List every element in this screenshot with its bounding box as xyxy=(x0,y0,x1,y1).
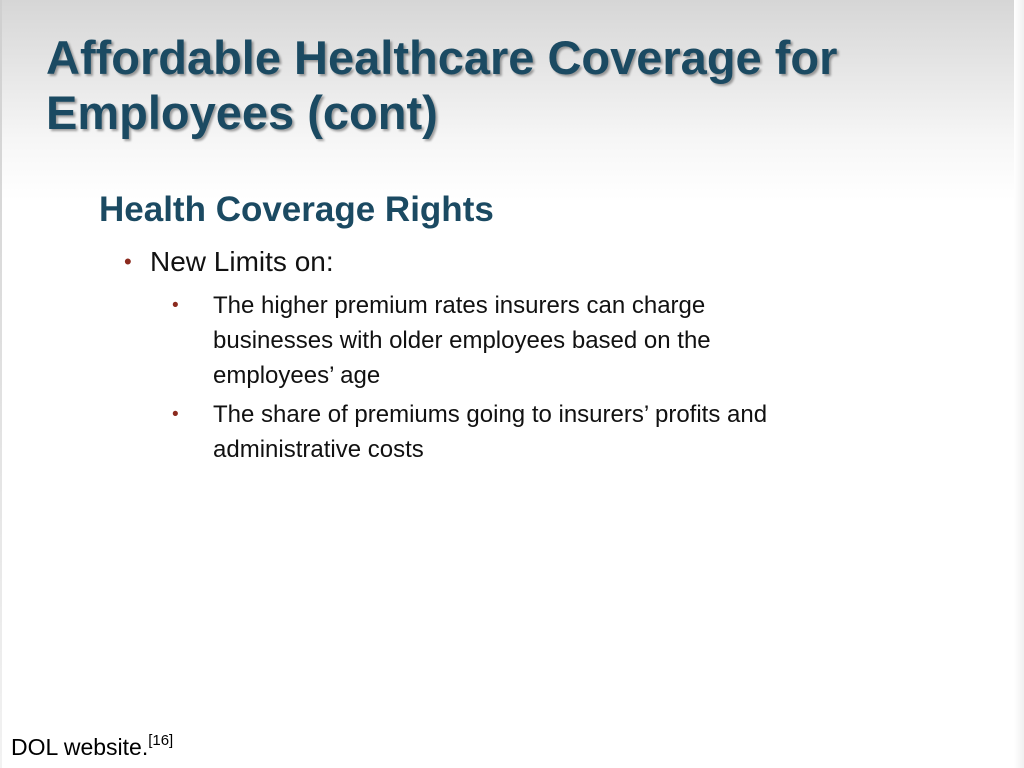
slide-title-line-1: Affordable Healthcare Coverage for xyxy=(46,31,838,84)
sub-bullet-line: The share of premiums going to insurers’ profits and xyxy=(213,401,768,428)
citation-reference: [16] xyxy=(148,732,174,749)
sub-bullet-text xyxy=(213,288,883,393)
sub-bullet-line: administrative costs xyxy=(213,436,424,463)
sub-bullet-premium-share xyxy=(172,397,892,469)
source-text: DOL website. xyxy=(11,734,149,760)
slide-title xyxy=(46,30,1006,140)
right-edge-shadow xyxy=(1014,0,1024,768)
source-footer xyxy=(11,731,173,763)
sub-bullet-premium-rates xyxy=(172,288,892,398)
bullet-text: New Limits on: xyxy=(150,246,334,277)
sub-bullet-line: The higher premium rates insurers can charge xyxy=(213,292,706,319)
section-heading: Health Coverage Rights xyxy=(99,190,494,229)
sub-bullet-line: employees’ age xyxy=(213,362,381,389)
slide-title-line-2: Employees (cont) xyxy=(46,86,438,139)
left-edge-shadow xyxy=(0,0,2,768)
bullet-dot-icon: • xyxy=(124,249,132,274)
sub-bullet-dot-icon: • xyxy=(172,404,179,425)
sub-bullet-text xyxy=(213,397,883,467)
sub-bullet-dot-icon: • xyxy=(172,295,179,316)
sub-bullet-line: businesses with older employees based on the xyxy=(213,327,711,354)
